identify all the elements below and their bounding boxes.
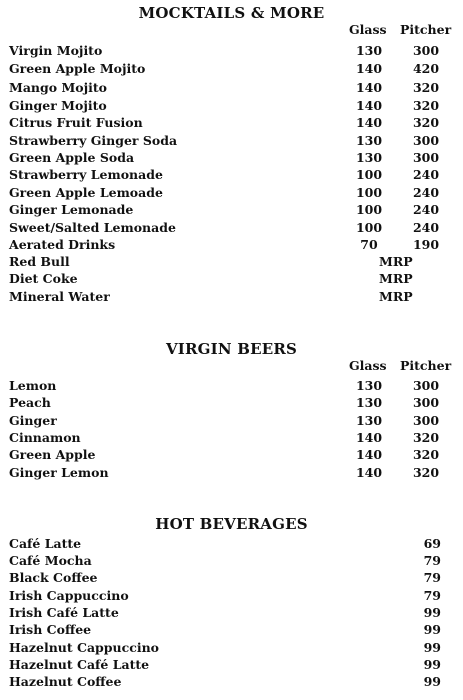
menu-item: Mineral Water MRP (9, 289, 413, 304)
menu-item: Citrus Fruit Fusion 140 320 (9, 115, 440, 130)
glass-column-header: Glass (349, 22, 387, 37)
menu-item: Green Apple Soda 130 300 (9, 150, 440, 165)
menu-item: Green Apple Lemoade 100 240 (9, 185, 440, 200)
pitcher-column-header: Pitcher (400, 22, 452, 37)
menu-item: Ginger Mojito 140 320 (9, 98, 440, 113)
menu-item: Mango Mojito 140 320 (9, 80, 440, 95)
menu-item: Red Bull MRP (9, 254, 413, 269)
glass-column-header: Glass (349, 358, 387, 373)
menu-item: Diet Coke MRP (9, 271, 413, 286)
section-title-virgin-beers: VIRGIN BEERS (165, 340, 298, 358)
menu-item: Hazelnut Cappuccino 99 (9, 640, 441, 655)
pitcher-column-header: Pitcher (400, 358, 452, 373)
menu-item: Green Apple Mojito 140 420 (9, 61, 440, 76)
menu-item: Strawberry Ginger Soda 130 300 (9, 133, 440, 148)
menu-item: Virgin Mojito 130 300 (9, 43, 440, 58)
menu-item: Ginger 130 300 (9, 413, 440, 428)
menu-item: Peach 130 300 (9, 395, 440, 410)
section-title-hot-beverages: HOT BEVERAGES (155, 515, 308, 533)
section-title-mocktails: MOCKTAILS & MORE (138, 4, 325, 22)
menu-item: Cinnamon 140 320 (9, 430, 440, 445)
menu-item: Ginger Lemon 140 320 (9, 465, 440, 480)
menu-item: Aerated Drinks 70 190 (9, 237, 440, 252)
menu-item: Green Apple 140 320 (9, 447, 440, 462)
menu-item: Hazelnut Café Latte 99 (9, 657, 441, 672)
menu-item: Hazelnut Coffee 99 (9, 674, 441, 689)
menu-item: Café Mocha 79 (9, 553, 441, 568)
menu-item: Lemon 130 300 (9, 378, 440, 393)
menu-item: Irish Café Latte 99 (9, 605, 441, 620)
menu-item: Irish Coffee 99 (9, 622, 441, 637)
menu-item: Café Latte 69 (9, 536, 441, 551)
menu-item: Ginger Lemonade 100 240 (9, 202, 440, 217)
menu-item: Irish Cappuccino 79 (9, 588, 441, 603)
menu-item: Black Coffee 79 (9, 570, 441, 585)
menu-item: Strawberry Lemonade 100 240 (9, 167, 440, 182)
menu-item: Sweet/Salted Lemonade 100 240 (9, 220, 440, 235)
